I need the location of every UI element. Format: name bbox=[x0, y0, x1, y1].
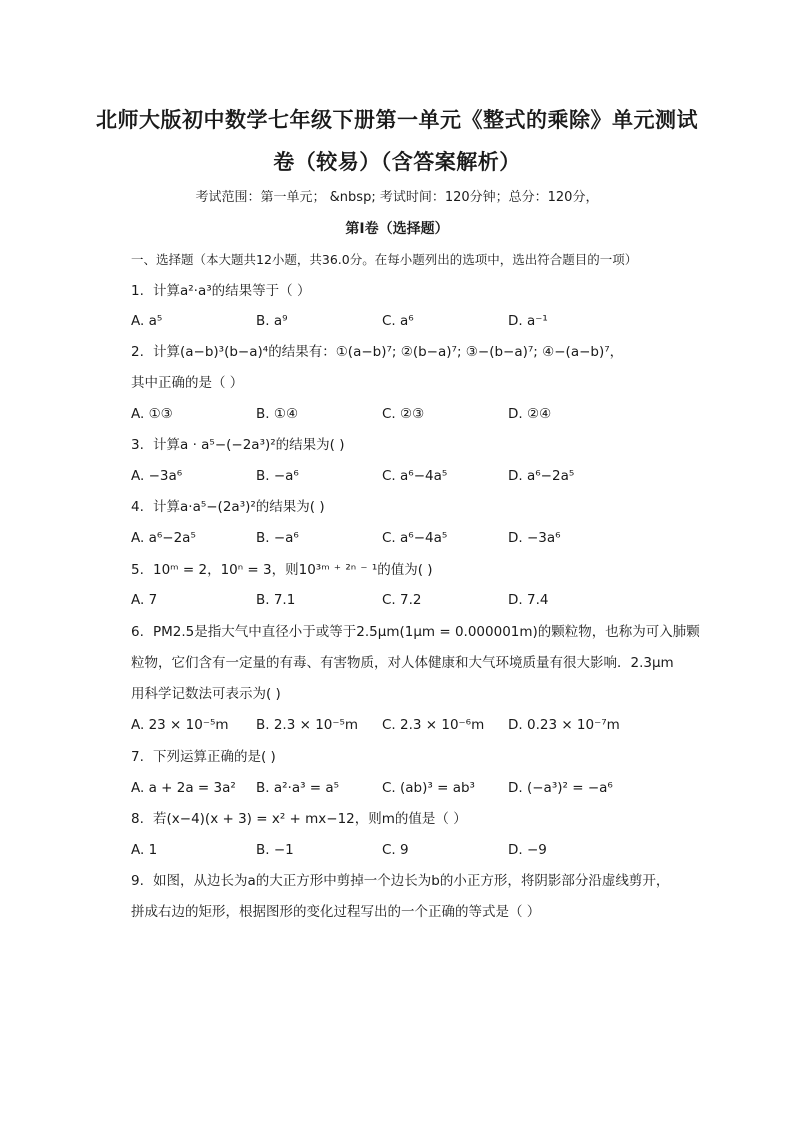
option-a: A. ①③ bbox=[131, 406, 173, 422]
question-text: 计算a · a⁵−(−2a³)²的结果为( ) bbox=[153, 437, 345, 453]
option-a: A. 7 bbox=[131, 592, 158, 608]
option-a: A. −3a⁶ bbox=[131, 468, 183, 484]
question-6-stem-line2: 粒物，它们含有一定量的有毒、有害物质，对人体健康和大气环境质量有很大影响．2.3μm bbox=[131, 655, 674, 671]
document-title-line1: 北师大版初中数学七年级下册第一单元《整式的乘除》单元测试 bbox=[96, 107, 698, 132]
option-b: B. a²·a³ = a⁵ bbox=[256, 780, 340, 796]
option-a: A. a + 2a = 3a² bbox=[131, 780, 236, 796]
document-title-line2: 卷（较易）（含答案解析） bbox=[273, 149, 521, 174]
question-1-stem bbox=[131, 281, 310, 301]
question-9-stem bbox=[131, 871, 669, 891]
option-c: C. 2.3 × 10⁻⁶m bbox=[382, 717, 485, 733]
question-number: 5. bbox=[131, 562, 144, 578]
option-a: A. 23 × 10⁻⁵m bbox=[131, 717, 229, 733]
option-b: B. a⁹ bbox=[256, 313, 288, 329]
question-text: 10ᵐ = 2，10ⁿ = 3，则10³ᵐ ⁺ ²ⁿ ⁻ ¹的值为( ) bbox=[153, 562, 433, 578]
question-number: 3. bbox=[131, 437, 144, 453]
question-text: 计算(a−b)³(b−a)⁴的结果有：①(a−b)⁷; ②(b−a)⁷; ③−(b−a)⁷; ④−(a−b)⁷， bbox=[153, 344, 624, 360]
option-d: D. 7.4 bbox=[508, 592, 549, 608]
option-c: C. 7.2 bbox=[382, 592, 422, 608]
question-number: 2. bbox=[131, 344, 144, 360]
question-6-stem-line3: 用科学记数法可表示为( ) bbox=[131, 686, 281, 702]
question-7-stem bbox=[131, 747, 276, 767]
option-d: D. (−a³)² = −a⁶ bbox=[508, 780, 613, 796]
question-text: 计算a²·a³的结果等于（ ） bbox=[153, 283, 311, 299]
option-c: C. a⁶−4a⁵ bbox=[382, 530, 448, 546]
option-a: A. a⁶−2a⁵ bbox=[131, 530, 196, 546]
question-4-stem bbox=[131, 497, 325, 517]
option-b: B. 2.3 × 10⁻⁵m bbox=[256, 717, 359, 733]
question-text: 如图，从边长为a的大正方形中剪掉一个边长为b的小正方形，将阴影部分沿虚线剪开， bbox=[153, 873, 670, 889]
option-d: D. a⁶−2a⁵ bbox=[508, 468, 575, 484]
option-b: B. −a⁶ bbox=[256, 468, 299, 484]
option-d: D. 0.23 × 10⁻⁷m bbox=[508, 717, 620, 733]
question-number: 1. bbox=[131, 283, 144, 299]
option-d: D. a⁻¹ bbox=[508, 313, 548, 329]
option-d: D. −3a⁶ bbox=[508, 530, 561, 546]
section-title: 一、选择题（本大题共12小题，共36.0分。在每小题列出的选项中，选出符合题目的一项） bbox=[131, 252, 638, 267]
question-2-stem bbox=[131, 342, 623, 362]
question-number: 9. bbox=[131, 873, 144, 889]
question-number: 7. bbox=[131, 749, 144, 765]
option-b: B. ①④ bbox=[256, 406, 299, 422]
option-c: C. ②③ bbox=[382, 406, 425, 422]
question-text: 若(x−4)(x + 3) = x² + mx−12，则m的值是（ ） bbox=[153, 811, 467, 827]
question-number: 8. bbox=[131, 811, 144, 827]
option-b: B. −a⁶ bbox=[256, 530, 299, 546]
question-5-stem bbox=[131, 560, 433, 580]
option-c: C. a⁶ bbox=[382, 313, 414, 329]
exam-info: 考试范围：第一单元； &nbsp; 考试时间：120分钟；总分：120分， bbox=[195, 190, 599, 205]
question-text: 计算a·a⁵−(2a³)²的结果为( ) bbox=[153, 499, 325, 515]
question-number: 6. bbox=[131, 624, 144, 640]
option-a: A. 1 bbox=[131, 842, 158, 858]
volume-label: 第I卷（选择题） bbox=[345, 221, 449, 237]
question-9-stem-line2: 拼成右边的矩形，根据图形的变化过程写出的一个正确的等式是（ ） bbox=[131, 904, 541, 920]
question-2-stem-line2: 其中正确的是（ ） bbox=[131, 375, 244, 391]
option-a: A. a⁵ bbox=[131, 313, 163, 329]
question-text: PM2.5是指大气中直径小于或等于2.5μm(1μm = 0.000001m)的颗粒物，也称为可入肺颗 bbox=[153, 624, 700, 640]
question-6-stem bbox=[131, 622, 700, 642]
option-b: B. 7.1 bbox=[256, 592, 296, 608]
option-d: D. −9 bbox=[508, 842, 547, 858]
option-b: B. −1 bbox=[256, 842, 294, 858]
question-number: 4. bbox=[131, 499, 144, 515]
option-c: C. (ab)³ = ab³ bbox=[382, 780, 475, 796]
option-c: C. 9 bbox=[382, 842, 409, 858]
question-3-stem bbox=[131, 435, 345, 455]
question-8-stem bbox=[131, 809, 467, 829]
option-c: C. a⁶−4a⁵ bbox=[382, 468, 448, 484]
option-d: D. ②④ bbox=[508, 406, 552, 422]
question-text: 下列运算正确的是( ) bbox=[153, 749, 276, 765]
